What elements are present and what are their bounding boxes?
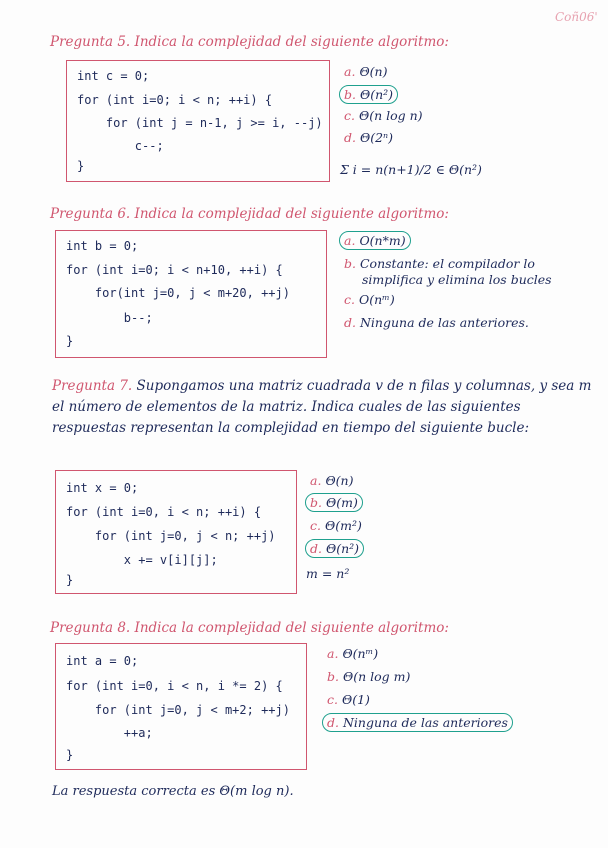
question-8-title: Pregunta 8. Indica la complejidad del siguiente algoritmo: <box>50 620 449 636</box>
code-line: } <box>77 159 85 173</box>
option-b-selected <box>305 493 363 512</box>
question-7-prompt: Supongamos una matriz cuadrada v de n filas y columnas, y sea m el número de elementos de la matriz. Indica cuales de las siguientes respuestas representan la complejidad en tiempo del siguiente bucle: <box>52 378 592 436</box>
question-7-note: m = n² <box>306 566 350 581</box>
option-c <box>310 517 362 534</box>
option-letter: b. <box>310 495 322 510</box>
code-line: } <box>66 573 74 587</box>
option-text: Θ(n) <box>325 473 354 488</box>
option-letter: c. <box>344 108 355 123</box>
code-line: for(int j=0, j < m+20, ++j) <box>66 286 290 300</box>
option-letter: b. <box>344 256 356 271</box>
code-line: int x = 0; <box>66 481 139 495</box>
code-line: int b = 0; <box>66 239 139 253</box>
question-6-title: Pregunta 6. Indica la complejidad del siguiente algoritmo: <box>50 206 449 222</box>
option-text: Θ(m) <box>325 495 358 510</box>
question-5-title: Pregunta 5. Indica la complejidad del siguiente algoritmo: <box>50 34 449 50</box>
option-d-selected <box>305 539 364 558</box>
option-a <box>327 645 378 662</box>
option-text: Θ(1) <box>341 692 370 707</box>
option-b-continued <box>362 271 552 288</box>
option-letter: d. <box>310 541 322 556</box>
code-line: ++a; <box>66 726 153 740</box>
option-letter: b. <box>327 669 339 684</box>
question-7-code-box <box>55 470 297 594</box>
code-line: b--; <box>66 311 153 325</box>
option-letter: a. <box>344 233 356 248</box>
code-line: int a = 0; <box>66 654 139 668</box>
option-d <box>344 314 529 331</box>
option-letter: c. <box>344 292 355 307</box>
final-answer: La respuesta correcta es Θ(m log n). <box>52 784 294 799</box>
option-text: Θ(2ⁿ) <box>359 130 394 145</box>
option-letter: a. <box>327 646 339 661</box>
option-text: Θ(n) <box>359 64 388 79</box>
option-text: O(nᵐ) <box>358 292 395 307</box>
option-letter: b. <box>344 87 356 102</box>
page-label: Coñ06' <box>555 10 598 24</box>
code-line: for (int j = n-1, j >= i, --j) <box>77 116 323 130</box>
code-line: for (int j=0, j < m+2; ++j) <box>66 703 290 717</box>
option-a <box>344 63 388 80</box>
code-line: c--; <box>77 139 164 153</box>
option-text: Ninguna de las anteriores. <box>359 315 529 330</box>
option-text: Θ(m²) <box>324 518 362 533</box>
option-letter: d. <box>327 715 339 730</box>
option-letter: d. <box>344 315 356 330</box>
option-letter: a. <box>310 473 322 488</box>
question-7-title: Pregunta 7. <box>52 378 133 394</box>
option-b-selected <box>339 85 398 104</box>
option-text: Θ(n²) <box>325 541 360 556</box>
question-5-sum-note: Σ i = n(n+1)/2 ∈ Θ(n²) <box>340 162 482 177</box>
question-6-code-box <box>55 230 327 358</box>
option-letter: c. <box>310 518 321 533</box>
code-line: } <box>66 748 74 762</box>
option-text: Constante: el compilador lo <box>359 256 535 271</box>
option-c <box>327 691 370 708</box>
code-line: for (int i=0; i < n+10, ++i) { <box>66 263 283 277</box>
option-text: Ninguna de las anteriores <box>342 715 508 730</box>
option-b <box>344 255 535 272</box>
option-c <box>344 107 423 124</box>
option-letter: a. <box>344 64 356 79</box>
option-text: O(n*m) <box>359 233 406 248</box>
code-line: for (int i=0; i < n; ++i) { <box>77 93 273 107</box>
question-5-code-box <box>66 60 330 182</box>
option-a <box>310 472 354 489</box>
code-line: for (int i=0, i < n, i *= 2) { <box>66 679 283 693</box>
option-text: Θ(n²) <box>359 87 394 102</box>
code-line: x += v[i][j]; <box>66 553 218 567</box>
code-line: for (int i=0, i < n; ++i) { <box>66 505 262 519</box>
option-letter: c. <box>327 692 338 707</box>
option-d <box>344 129 393 146</box>
option-text: Θ(nᵐ) <box>342 646 379 661</box>
option-a-selected <box>339 231 411 250</box>
option-text: Θ(n log n) <box>358 108 423 123</box>
question-7-text <box>52 376 597 439</box>
code-line: } <box>66 334 74 348</box>
code-line: for (int j=0, j < n; ++j) <box>66 529 276 543</box>
option-c <box>344 291 395 308</box>
option-letter: d. <box>344 130 356 145</box>
option-text: simplifica y elimina los bucles <box>362 272 552 287</box>
option-text: Θ(n log m) <box>342 669 411 684</box>
option-b <box>327 668 410 685</box>
question-8-code-box <box>55 643 307 770</box>
code-line: int c = 0; <box>77 69 150 83</box>
option-d-selected <box>322 713 513 732</box>
